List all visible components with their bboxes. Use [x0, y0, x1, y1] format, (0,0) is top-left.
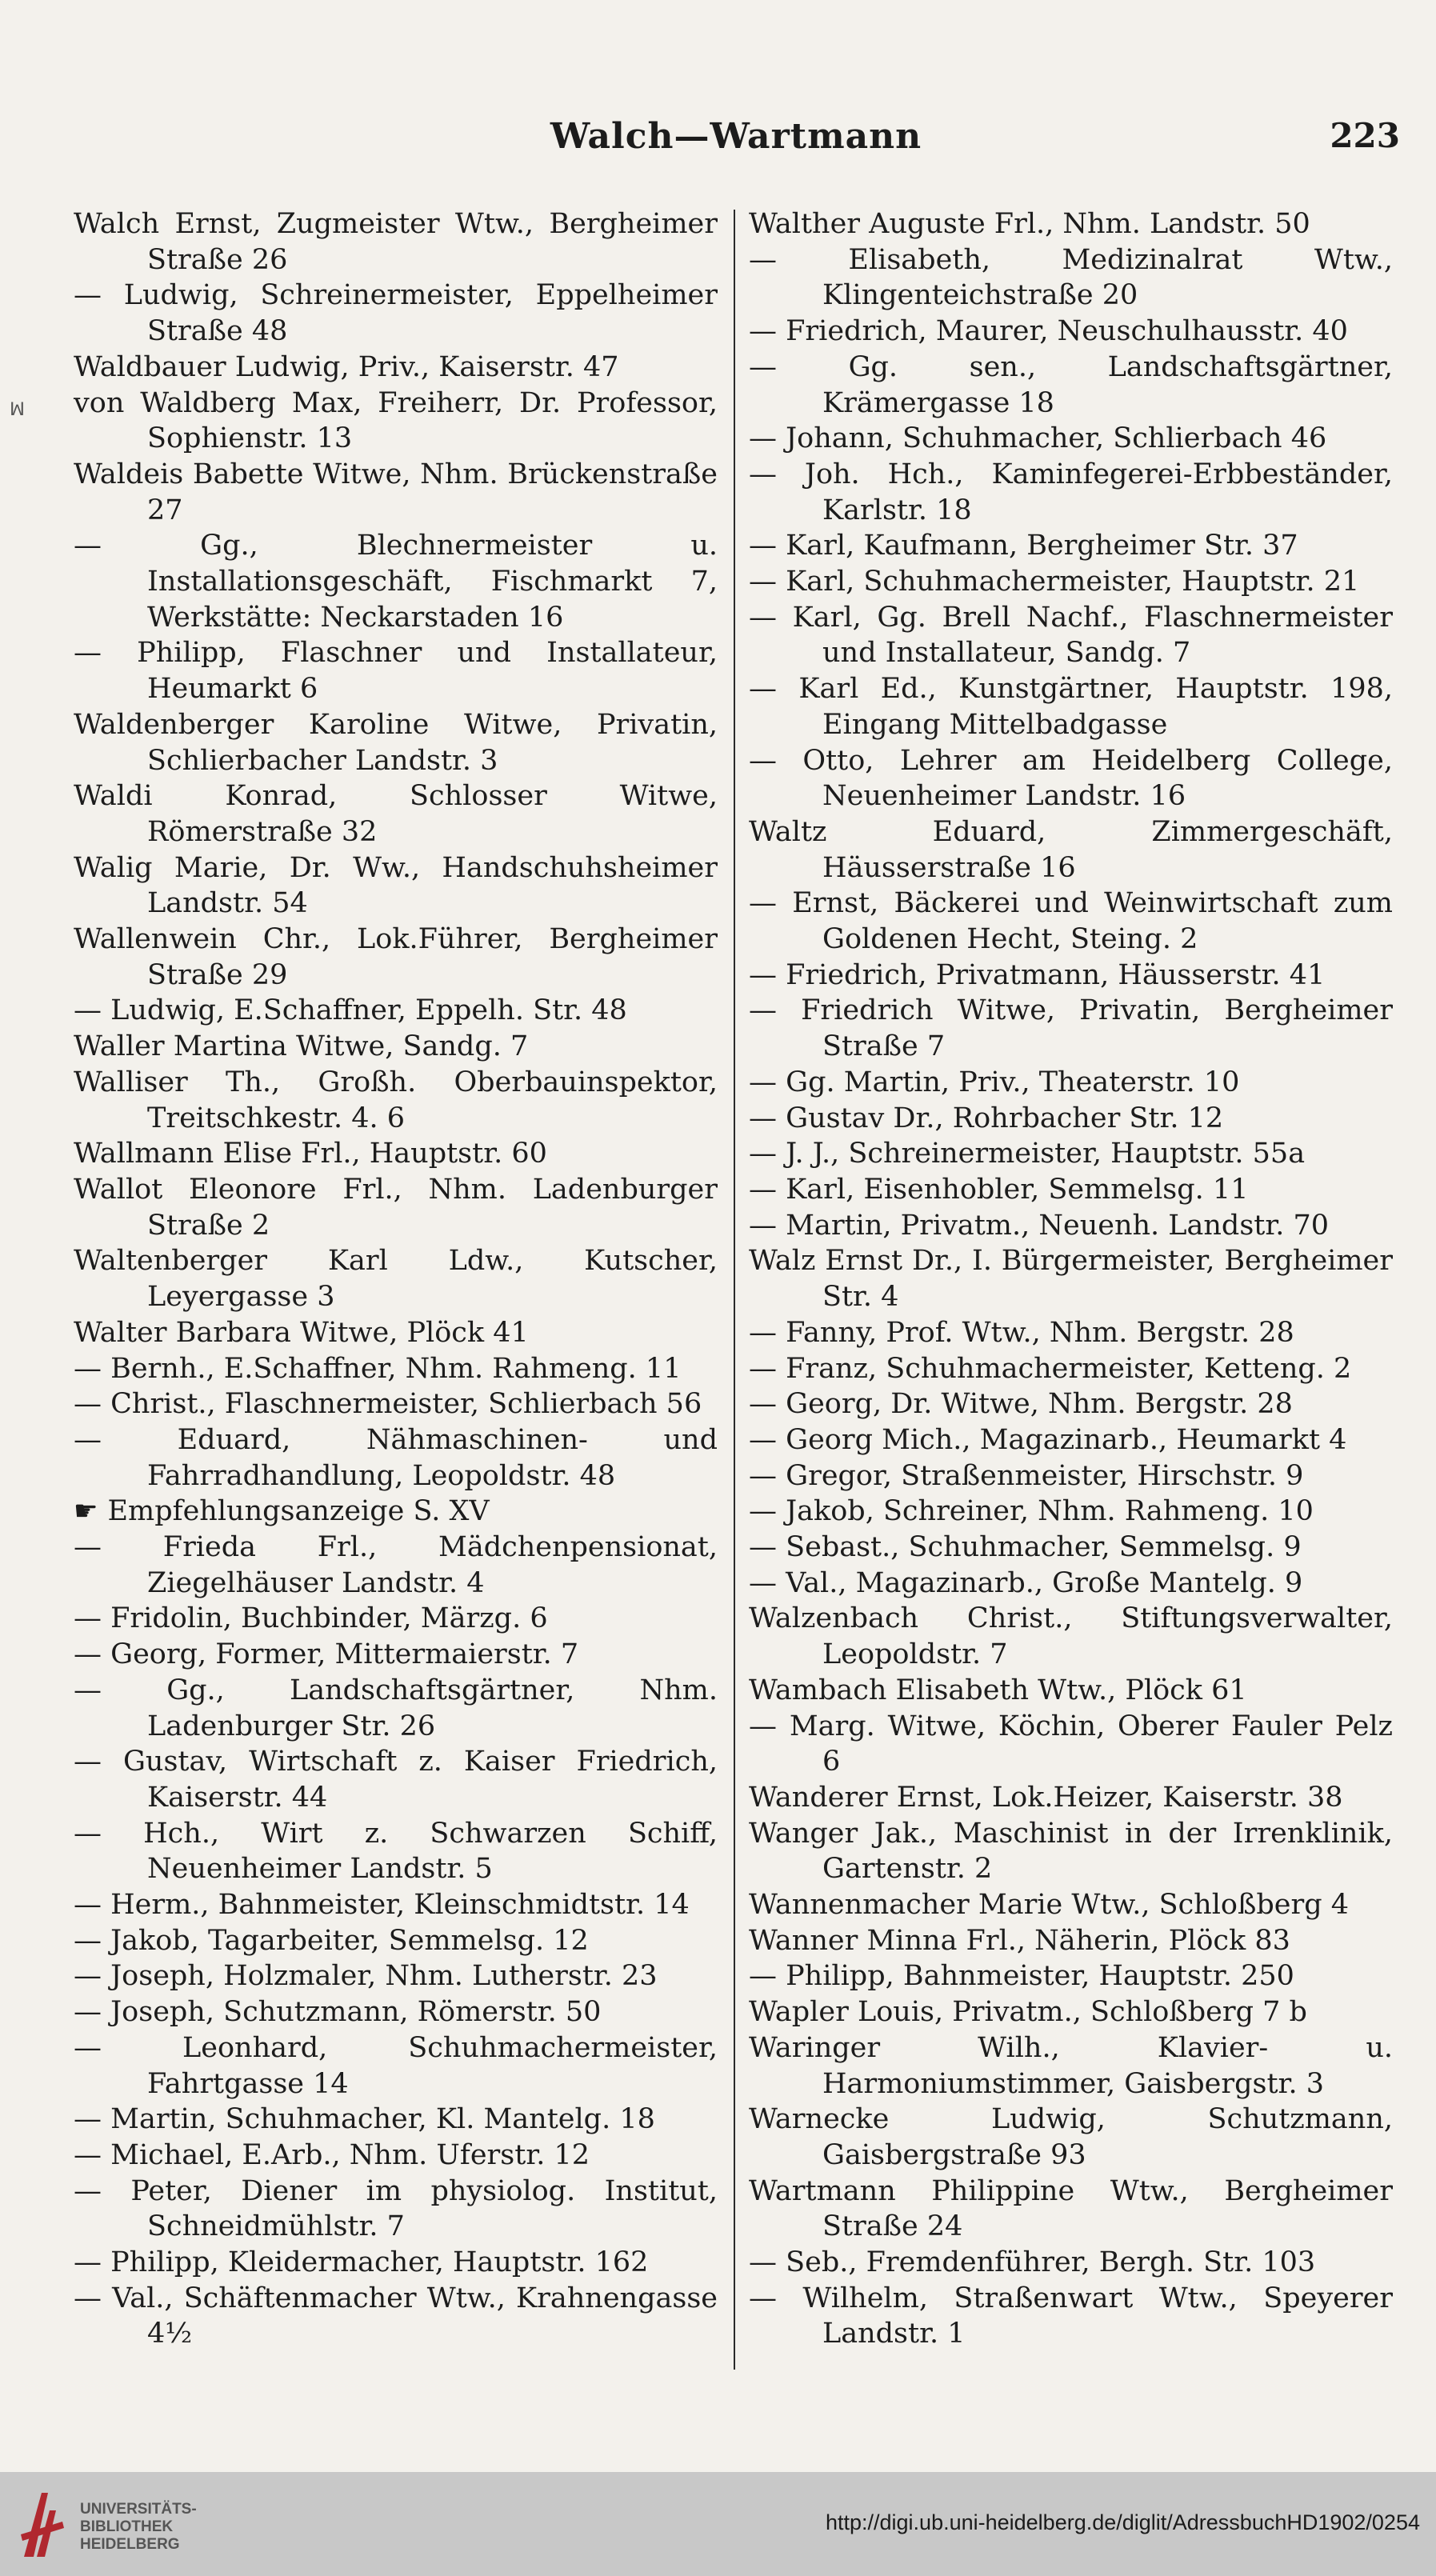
directory-entry: — Val., Magazinarb., Große Mantelg. 9 — [749, 1566, 1303, 1599]
directory-entry: — Fanny, Prof. Wtw., Nhm. Bergstr. 28 — [749, 1316, 1294, 1349]
directory-entry: — Wilhelm, Straßenwart Wtw., Speyerer Landstr. 1 — [749, 2282, 1393, 2350]
directory-entry: — Georg, Dr. Witwe, Nhm. Bergstr. 28 — [749, 1388, 1293, 1421]
ub-heidelberg-logo — [18, 2486, 67, 2562]
directory-entry: Wanner Minna Frl., Näherin, Plöck 83 — [749, 1924, 1290, 1957]
directory-entry: Walig Marie, Dr. Ww., Handschuhsheimer Landstr. 54 — [74, 851, 718, 920]
directory-entry: — Gg., Landschaftsgärtner, Nhm. Ladenburger Str. 26 — [74, 1674, 718, 1742]
source-url-link[interactable]: http://digi.ub.uni-heidelberg.de/diglit/AdressbuchHD1902/0254 — [825, 2510, 1420, 2534]
directory-entry: — Michael, E.Arb., Nhm. Uferstr. 12 — [74, 2138, 590, 2171]
directory-entry: Wapler Louis, Privatm., Schloßberg 7 b — [749, 1996, 1307, 2029]
directory-entry: von Waldberg Max, Freiherr, Dr. Professor, Sophienstr. 13 — [74, 386, 718, 455]
directory-entry: — Martin, Privatm., Neuenh. Landstr. 70 — [749, 1209, 1330, 1242]
directory-entry: — Gg. Martin, Priv., Theaterstr. 10 — [749, 1066, 1240, 1098]
directory-entry: — Friedrich, Maurer, Neuschulhausstr. 40 — [749, 315, 1348, 348]
directory-entry: — Jakob, Tagarbeiter, Semmelsg. 12 — [74, 1924, 589, 1957]
directory-entry: Waldbauer Ludwig, Priv., Kaiserstr. 47 — [74, 350, 619, 383]
directory-entry: — Karl, Eisenhobler, Semmelsg. 11 — [749, 1173, 1249, 1206]
directory-entry: — Philipp, Flaschner und Installateur, Heumarkt 6 — [74, 637, 718, 706]
pointing-hand-icon: ☛ — [74, 1495, 98, 1528]
directory-entry: Wanderer Ernst, Lok.Heizer, Kaiserstr. 38 — [749, 1781, 1343, 1814]
library-name: UNIVERSITÄTS- BIBLIOTHEK HEIDELBERG — [80, 2501, 197, 2553]
directory-entry: — Frieda Frl., Mädchenpensionat, Ziegelhäuser Landstr. 4 — [74, 1531, 718, 1599]
directory-entry: Walther Auguste Frl., Nhm. Landstr. 50 — [749, 208, 1310, 240]
directory-entry: — Otto, Lehrer am Heidelberg College, Neuenheimer Landstr. 16 — [749, 744, 1393, 813]
directory-entry: — Herm., Bahnmeister, Kleinschmidtstr. 14 — [74, 1889, 690, 1922]
directory-entry: — Ludwig, E.Schaffner, Eppelh. Str. 48 — [74, 994, 627, 1027]
directory-entry: Wanger Jak., Maschinist in der Irrenklinik, Gartenstr. 2 — [749, 1817, 1393, 1886]
directory-entry: — Karl, Schuhmachermeister, Hauptstr. 21 — [749, 566, 1360, 598]
directory-entry: — Georg, Former, Mittermaierstr. 7 — [74, 1638, 579, 1671]
directory-entry: Waringer Wilh., Klavier- u. Harmoniumstimmer, Gaisbergstr. 3 — [749, 2031, 1393, 2100]
page-number: 223 — [1330, 116, 1400, 155]
directory-entry: — Seb., Fremdenführer, Bergh. Str. 103 — [749, 2246, 1316, 2279]
directory-entry: Waldenberger Karoline Witwe, Privatin, Schlierbacher Landstr. 3 — [74, 708, 718, 777]
directory-entry: — Eduard, Nähmaschinen- und Fahrradhandlung, Leopoldstr. 48 — [74, 1423, 718, 1492]
directory-entry: Walzenbach Christ., Stiftungsverwalter, Leopoldstr. 7 — [749, 1602, 1393, 1671]
directory-entry: — Gustav Dr., Rohrbacher Str. 12 — [749, 1102, 1224, 1134]
directory-entry: Waltz Eduard, Zimmergeschäft, Häusserstraße 16 — [749, 815, 1393, 884]
directory-entry: — Joseph, Schutzmann, Römerstr. 50 — [74, 1996, 602, 2029]
directory-entry: ☛ Empfehlungsanzeige S. XV — [74, 1495, 490, 1528]
directory-entry: Wallenwein Chr., Lok.Führer, Bergheimer Straße 29 — [74, 923, 718, 991]
margin-scribble: ꟽ — [10, 400, 25, 420]
directory-entry: — Elisabeth, Medizinalrat Wtw., Klingenteichstraße 20 — [749, 243, 1393, 312]
directory-entry: — Leonhard, Schuhmachermeister, Fahrtgasse 14 — [74, 2031, 718, 2100]
directory-entry: Walz Ernst Dr., I. Bürgermeister, Bergheimer Str. 4 — [749, 1245, 1393, 1314]
directory-entry: — Friedrich Witwe, Privatin, Bergheimer Straße 7 — [749, 994, 1393, 1063]
directory-entry: — Philipp, Bahnmeister, Hauptstr. 250 — [749, 1960, 1294, 1993]
directory-entry: — Hch., Wirt z. Schwarzen Schiff, Neuenheimer Landstr. 5 — [74, 1817, 718, 1886]
directory-entry: Wallmann Elise Frl., Hauptstr. 60 — [74, 1138, 547, 1170]
directory-entry: — Gg., Blechnermeister u. Installationsgeschäft, Fischmarkt 7, Werkstätte: Neckarstaden 16 — [74, 530, 718, 634]
column-divider — [734, 210, 735, 2370]
directory-entry: — Franz, Schuhmachermeister, Ketteng. 2 — [749, 1352, 1352, 1385]
directory-entry: Walch Ernst, Zugmeister Wtw., Bergheimer Straße 26 — [74, 208, 718, 276]
directory-entry: — Gustav, Wirtschaft z. Kaiser Friedrich, Kaiserstr. 44 — [74, 1746, 718, 1814]
page-title: Walch—Wartmann — [550, 116, 922, 157]
directory-entry: Wallot Eleonore Frl., Nhm. Ladenburger Straße 2 — [74, 1173, 718, 1242]
footer-bar — [0, 2472, 1436, 2576]
directory-entry: — Gregor, Straßenmeister, Hirschstr. 9 — [749, 1459, 1304, 1492]
directory-entry: Waltenberger Karl Ldw., Kutscher, Leyergasse 3 — [74, 1245, 718, 1314]
directory-entry: — J. J., Schreinermeister, Hauptstr. 55a — [749, 1138, 1306, 1170]
directory-entry: Walter Barbara Witwe, Plöck 41 — [74, 1316, 529, 1349]
directory-entry: Wartmann Philippine Wtw., Bergheimer Straße 24 — [749, 2174, 1393, 2243]
directory-entry: — Val., Schäftenmacher Wtw., Krahnengasse 4½ — [74, 2282, 718, 2350]
directory-entry: Wambach Elisabeth Wtw., Plöck 61 — [749, 1674, 1247, 1706]
directory-entry: — Joseph, Holzmaler, Nhm. Lutherstr. 23 — [74, 1960, 658, 1993]
directory-entry: — Fridolin, Buchbinder, Märzg. 6 — [74, 1602, 548, 1635]
directory-entry: — Marg. Witwe, Köchin, Oberer Fauler Pelz 6 — [749, 1710, 1393, 1778]
directory-entry: — Karl, Kaufmann, Bergheimer Str. 37 — [749, 530, 1298, 562]
directory-entry: — Karl, Gg. Brell Nachf., Flaschnermeister und Installateur, Sandg. 7 — [749, 601, 1393, 670]
directory-entry: — Philipp, Kleidermacher, Hauptstr. 162 — [74, 2246, 649, 2279]
directory-entry: — Johann, Schuhmacher, Schlierbach 46 — [749, 422, 1327, 455]
directory-entry: — Ernst, Bäckerei und Weinwirtschaft zum Goldenen Hecht, Steing. 2 — [749, 887, 1393, 956]
running-header — [72, 116, 1400, 164]
left-column — [74, 206, 718, 2352]
directory-entry: — Christ., Flaschnermeister, Schlierbach 56 — [74, 1388, 702, 1421]
directory-entry: — Friedrich, Privatmann, Häusserstr. 41 — [749, 958, 1326, 991]
right-column — [749, 206, 1393, 2352]
directory-entry: — Gg. sen., Landschaftsgärtner, Krämergasse 18 — [749, 350, 1393, 419]
directory-entry: Waldi Konrad, Schlosser Witwe, Römerstraße 32 — [74, 780, 718, 848]
directory-entry: Waldeis Babette Witwe, Nhm. Brückenstraße 27 — [74, 458, 718, 526]
directory-entry: Waller Martina Witwe, Sandg. 7 — [74, 1030, 529, 1063]
directory-entry: — Karl Ed., Kunstgärtner, Hauptstr. 198, Eingang Mittelbadgasse — [749, 673, 1393, 741]
directory-entry: Walliser Th., Großh. Oberbauinspektor, Treitschkestr. 4. 6 — [74, 1066, 718, 1134]
directory-entry: — Ludwig, Schreinermeister, Eppelheimer Straße 48 — [74, 279, 718, 348]
directory-entry: — Joh. Hch., Kaminfegerei-Erbbeständer, Karlstr. 18 — [749, 458, 1393, 526]
directory-entry: — Martin, Schuhmacher, Kl. Mantelg. 18 — [74, 2103, 655, 2136]
directory-entry: — Bernh., E.Schaffner, Nhm. Rahmeng. 11 — [74, 1352, 682, 1385]
directory-entry: — Peter, Diener im physiolog. Institut, Schneidmühlstr. 7 — [74, 2174, 718, 2243]
directory-entry: — Sebast., Schuhmacher, Semmelsg. 9 — [749, 1531, 1302, 1564]
directory-entry: Wannenmacher Marie Wtw., Schloßberg 4 — [749, 1889, 1350, 1922]
directory-entry: — Georg Mich., Magazinarb., Heumarkt 4 — [749, 1423, 1347, 1456]
directory-entry: Warnecke Ludwig, Schutzmann, Gaisbergstraße 93 — [749, 2103, 1393, 2171]
directory-entry: — Jakob, Schreiner, Nhm. Rahmeng. 10 — [749, 1495, 1314, 1528]
